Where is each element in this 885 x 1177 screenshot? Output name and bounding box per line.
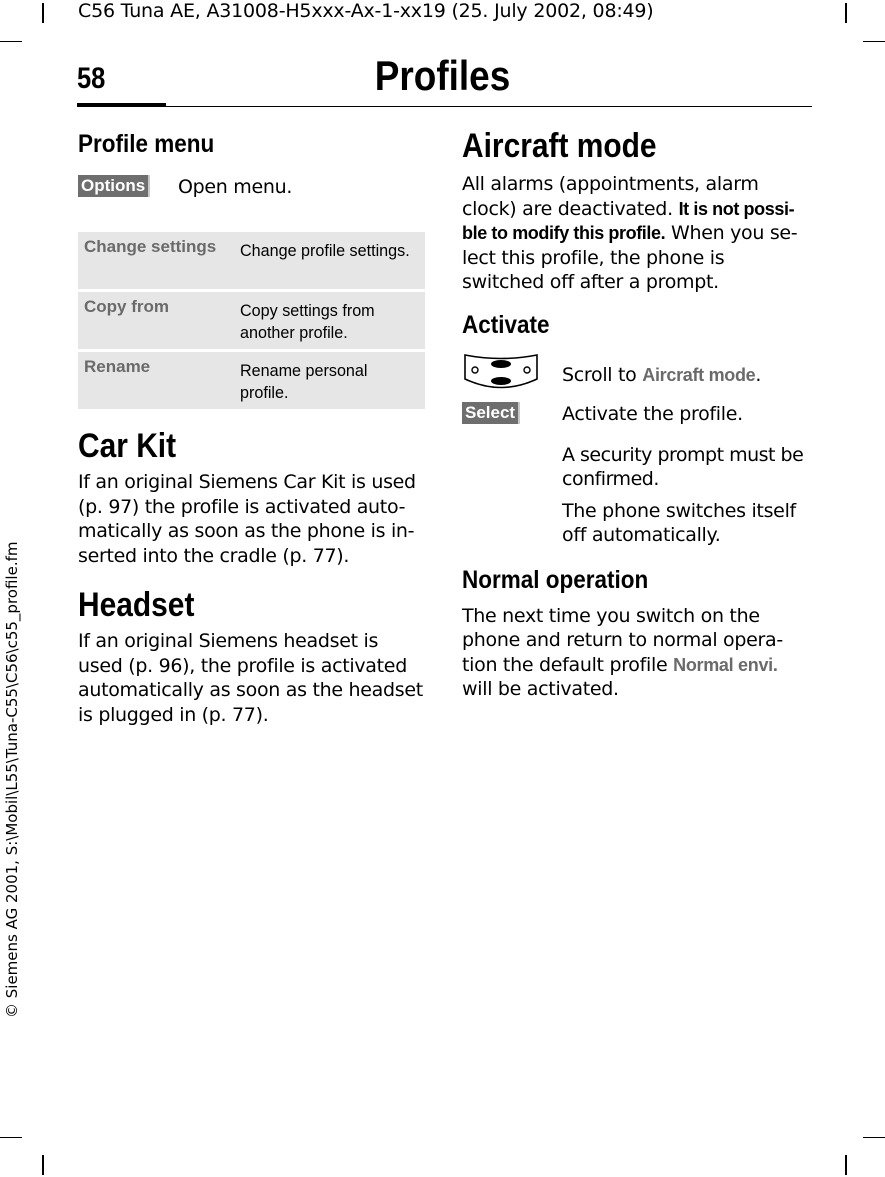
normal-operation-text [462,604,812,702]
normal-profile-name: Normal envi. [673,654,778,675]
header-rule [165,106,812,107]
aircraft-text-2: When you se-lect this profile, the phone is switched off after a prompt. [462,222,798,293]
menu-item-rename[interactable]: Rename [84,357,151,376]
page-number: 58 [77,62,106,95]
right-column [462,125,812,702]
crop-mark [863,1137,885,1138]
menu-item-copy-from[interactable]: Copy from [84,297,169,316]
navigation-key-icon-graphic [462,352,540,392]
table-row [78,292,425,349]
normal-text-1: The next time you switch on the phone and return to normal opera-tion the default profile [462,604,783,676]
normal-operation-heading: Normal operation [462,565,649,594]
crop-mark [42,3,44,23]
select-softkey[interactable]: Select [462,402,520,424]
aircraft-text-1: All alarms (appointments, alarm clock) are deactivated. [462,173,759,220]
header-rule-thick [77,103,166,107]
normal-text-2: will be activated. [462,678,619,700]
menu-item-change-settings[interactable]: Change settings [84,237,217,256]
navigation-key-icon [462,352,540,396]
options-description: Open menu. [178,176,293,198]
table-row [78,232,425,289]
menu-item-description: Change profile settings. [240,241,410,260]
options-softkey[interactable]: Options [78,175,150,197]
select-row [462,400,812,440]
profile-menu-heading: Profile menu [78,130,215,158]
headset-text: If an original Siemens headset is used (p. 96), the profile is activated automatically as soon as the headset is plugged in (p. 77). [78,630,423,726]
scroll-instruction [562,352,812,388]
aircraft-text-bold: It is not possi-ble to modify this profile. [462,198,795,243]
document-info: C56 Tuna AE, A31008-H5xxx-Ax-1-xx19 (25. July 2002, 08:49) [78,0,654,22]
options-row [78,173,425,213]
select-description: Activate the profile. [562,402,743,425]
aircraft-mode-heading: Aircraft mode [462,127,657,165]
crop-mark [845,1155,847,1175]
scroll-end: . [755,363,762,386]
menu-item-description: Copy settings from another profile. [240,301,375,342]
page-title: Profiles [374,52,511,99]
switch-off-note: The phone switches itself off automatically. [562,499,796,546]
headset-heading: Headset [78,586,195,624]
left-column [78,125,425,727]
copyright-side-text: © Siemens AG 2001, S:\Mobil\L55\Tuna-C55\C56\c55_profile.fm [3,541,21,1018]
table-row [78,352,425,409]
profile-menu-table [78,232,425,409]
crop-mark [42,1155,44,1175]
security-prompt-note: A security prompt must be confirmed. [562,443,804,490]
aircraft-mode-text [462,172,812,295]
scroll-text: Scroll to [562,363,637,386]
aircraft-mode-menu-item[interactable]: Aircraft mode [642,364,756,385]
car-kit-heading: Car Kit [78,427,177,465]
crop-mark [0,41,22,42]
crop-mark [0,1137,22,1138]
crop-mark [845,3,847,23]
menu-item-description: Rename personal profile. [240,361,368,402]
car-kit-text: If an original Siemens Car Kit is used (p. 97) the profile is activated auto-matically as soon as the phone is in-serted into the cradle (p. 77). [78,471,416,567]
crop-mark [863,41,885,42]
scroll-step [462,352,812,392]
activate-heading: Activate [462,310,550,339]
